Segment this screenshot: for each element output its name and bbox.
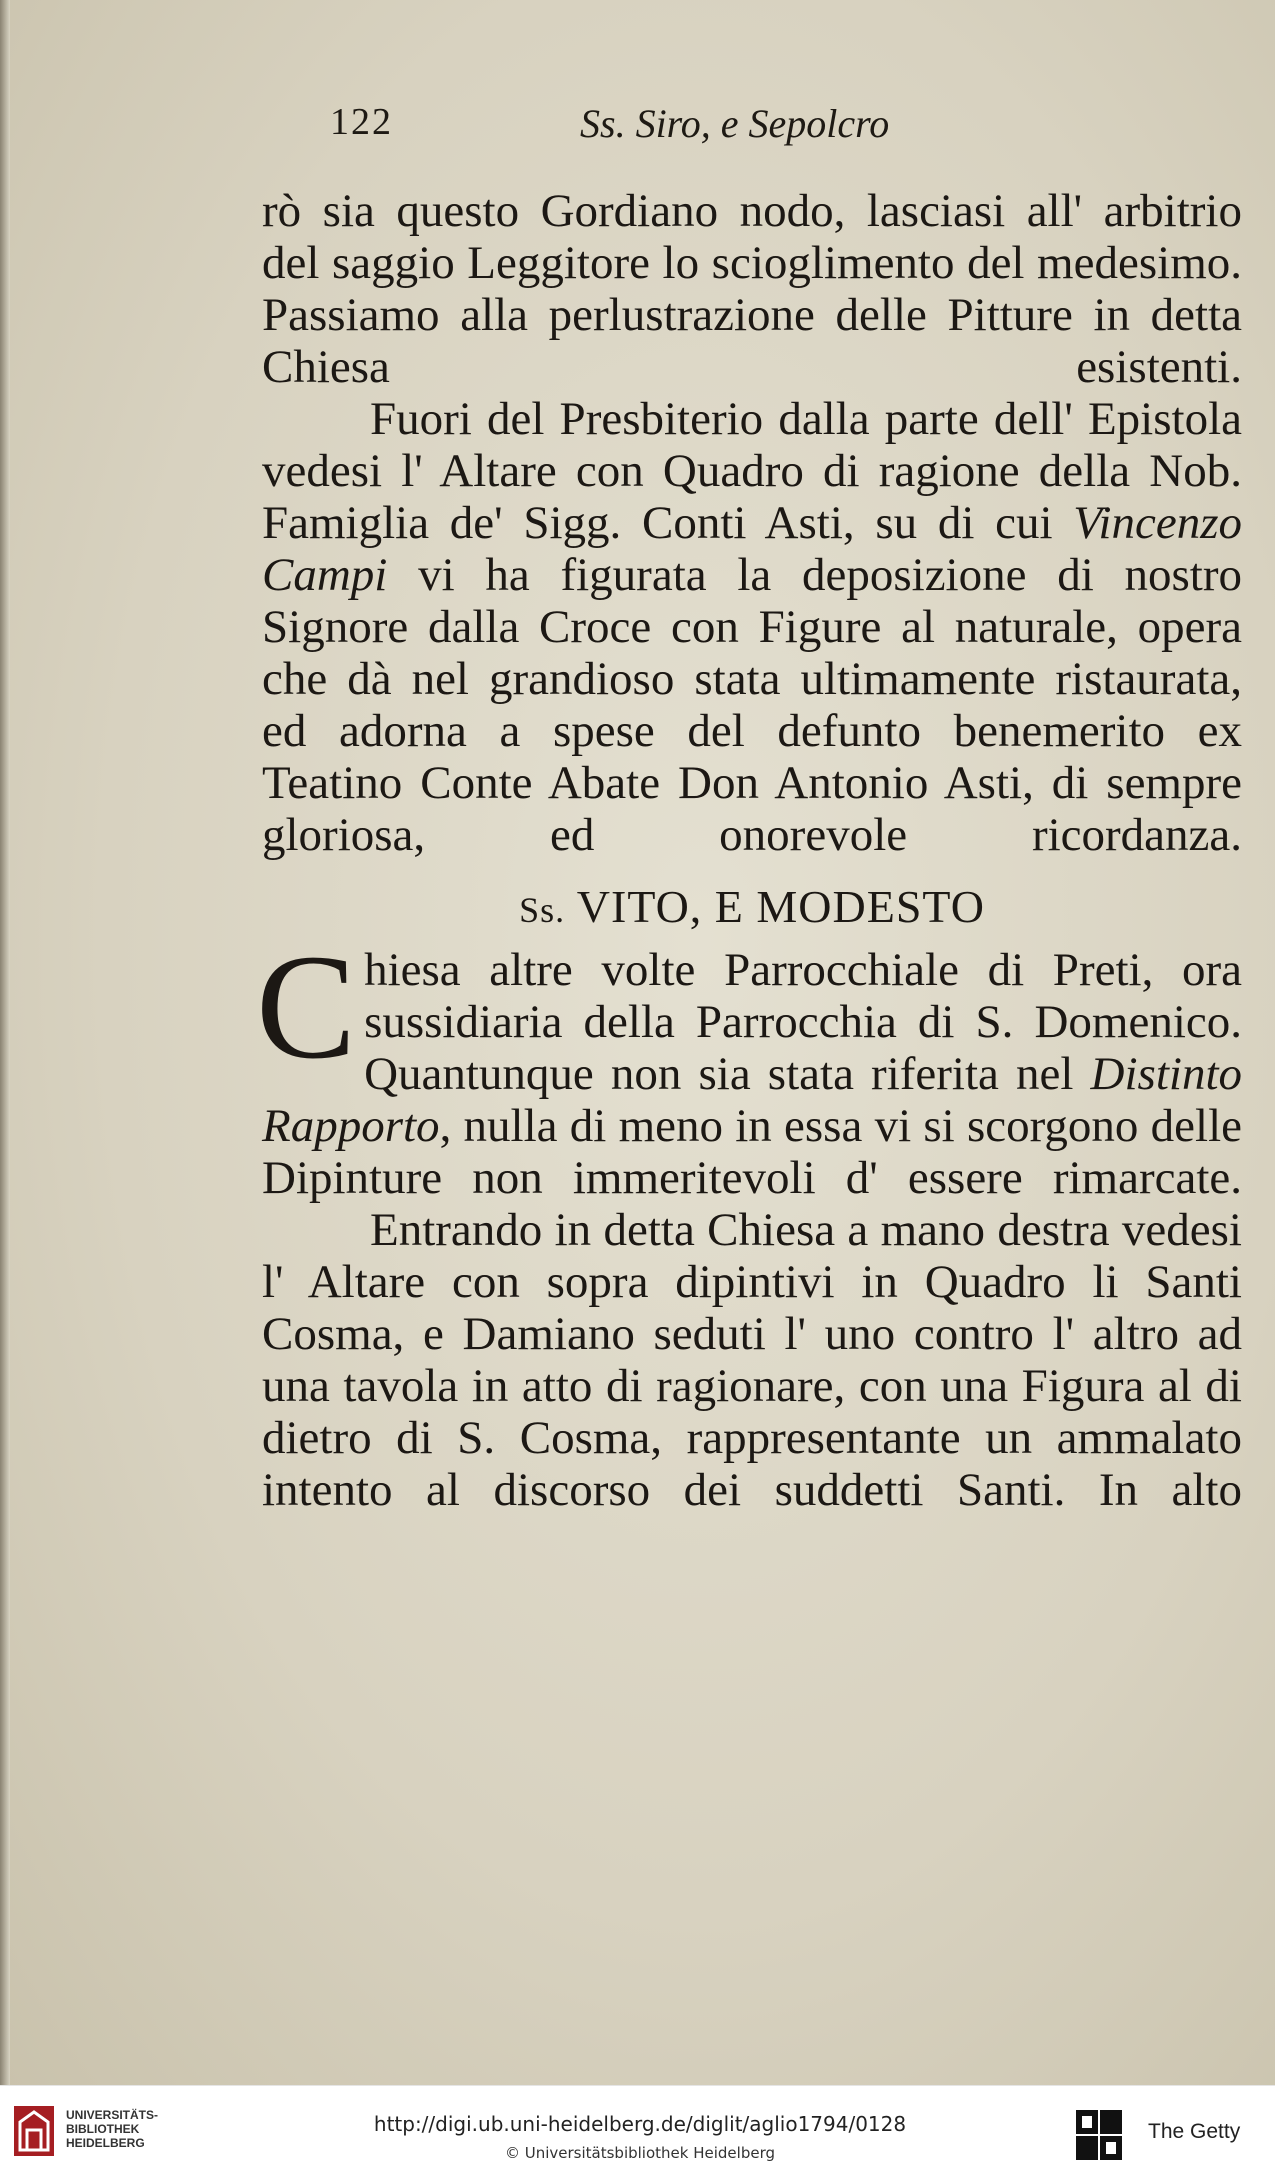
footer-bar bbox=[0, 2085, 1275, 2178]
logo-line-3: HEIDELBERG bbox=[66, 2136, 145, 2150]
running-title: Ss. Siro, e Sepolcro bbox=[580, 101, 890, 146]
logo-line-1: UNIVERSITÄTS- bbox=[66, 2108, 159, 2122]
permalink-url[interactable]: http://digi.ub.uni-heidelberg.de/diglit/aglio1794/0128 bbox=[373, 2112, 907, 2136]
running-head bbox=[330, 100, 990, 160]
university-library-logo-icon bbox=[14, 2106, 54, 2156]
paragraph-3-text-b: , nulla di meno in essa vi si scorgono delle Dipinture non immeritevoli d' essere rimarcate. bbox=[262, 1100, 1242, 1204]
section-heading-abbr: Ss. bbox=[519, 890, 566, 930]
paragraph-3-text-a: hiesa altre volte Parrocchiale di Preti, ora sussidiaria della Parrocchia di S. Domenico. Quantunque non sia stata riferita nel bbox=[364, 944, 1242, 1100]
copyright-notice: © Universitätsbibliothek Heidelberg bbox=[504, 2144, 775, 2162]
getty-logo-icon bbox=[1072, 2106, 1126, 2164]
page-number: 122 bbox=[330, 101, 393, 143]
paragraph-3 bbox=[256, 924, 1242, 1204]
page-edge-shadow bbox=[0, 0, 10, 2085]
paragraph-2 bbox=[262, 393, 1242, 861]
section-heading bbox=[262, 881, 1242, 936]
paragraph-2-text-b: vi ha figurata la deposizione di nostro Signore dalla Croce con Figure al naturale, opera che dà nel grandioso stata ultimamente ristaurata, ed adorna a spese del defunto benemerito ex Teatino Conte Abate Don Antonio Asti, di sempre gloriosa, ed onorevole ricordanza. bbox=[262, 549, 1242, 861]
section-heading-text: VITO, E MODESTO bbox=[576, 881, 985, 932]
paragraph-2-text-a: Fuori del Presbiterio dalla parte dell' Epistola vedesi l' Altare con Quadro di ragione della Nob. Famiglia de' Sigg. Conti Asti, su di cui bbox=[262, 393, 1242, 549]
university-library-logo-text bbox=[66, 2108, 158, 2150]
drop-cap: C bbox=[256, 924, 357, 1090]
painter-name: Vincenzo Campi bbox=[262, 497, 1242, 601]
text-block bbox=[256, 185, 1242, 1516]
cited-title: Distinto Rapporto bbox=[262, 1048, 1242, 1152]
getty-label: The Getty bbox=[1148, 2120, 1241, 2143]
paragraph-1: rò sia questo Gordiano nodo, lasciasi all' arbitrio del saggio Leggitore lo scioglimento del medesimo. Passiamo alla perlustrazione delle Pitture in detta Chiesa esistenti. bbox=[262, 185, 1242, 393]
logo-line-2: BIBLIOTHEK bbox=[66, 2122, 140, 2136]
paragraph-4: Entrando in detta Chiesa a mano destra vedesi l' Altare con sopra dipintivi in Quadro li Santi Cosma, e Damiano seduti l' uno contro l' altro ad una tavola in atto di ragionare, con una Figura al di dietro di S. Cosma, rappresentante un ammalato intento al discorso dei suddetti Santi. In alto bbox=[262, 1204, 1242, 1516]
